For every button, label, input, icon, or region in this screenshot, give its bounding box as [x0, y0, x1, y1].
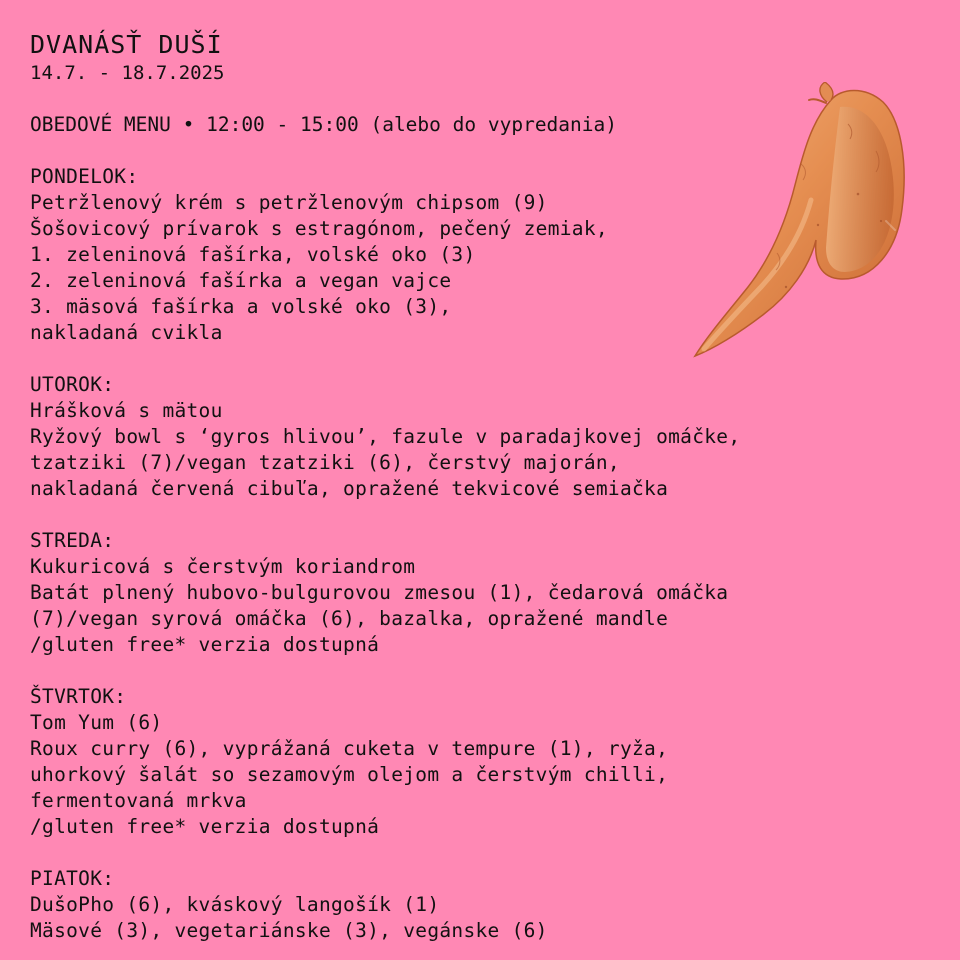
- menu-dates: 14.7. - 18.7.2025: [30, 62, 225, 84]
- day-thursday: [30, 684, 930, 840]
- menu-line: Petržlenový krém s petržlenovým chipsom (9): [30, 191, 548, 214]
- menu-line: Mäsové (3), vegetariánske (3), vegánske (6): [30, 919, 548, 942]
- menu-line: nakladaná cvikla: [30, 321, 223, 344]
- menu-line: nakladaná červená cibuľa, opražené tekvicové semiačka: [30, 477, 669, 500]
- day-friday: [30, 866, 930, 944]
- menu-line: 2. zeleninová fašírka a vegan vajce: [30, 269, 452, 292]
- menu-line: DušoPho (6), kváskový langošík (1): [30, 893, 440, 916]
- day-name: ŠTVRTOK:: [30, 685, 127, 708]
- menu-line: Roux curry (6), vyprážaná cuketa v tempure (1), ryža,: [30, 737, 669, 760]
- sweet-potato-image: [690, 82, 915, 360]
- day-name: STREDA:: [30, 529, 115, 552]
- menu-line: Tom Yum (6): [30, 711, 163, 734]
- menu-line: 1. zeleninová fašírka, volské oko (3): [30, 243, 476, 266]
- menu-line: Batát plnený hubovo-bulgurovou zmesou (1), čedarová omáčka: [30, 581, 729, 604]
- day-tuesday: [30, 372, 930, 502]
- day-name: PONDELOK:: [30, 165, 139, 188]
- menu-line: (7)/vegan syrová omáčka (6), bazalka, opražené mandle: [30, 607, 669, 630]
- restaurant-title: DVANÁSŤ DUŠÍ: [30, 30, 223, 59]
- lunch-hours: OBEDOVÉ MENU • 12:00 - 15:00 (alebo do vypredania): [30, 113, 617, 136]
- menu-line: /gluten free* verzia dostupná: [30, 815, 380, 838]
- menu-line: Šošovicový prívarok s estragónom, pečený zemiak,: [30, 217, 608, 240]
- menu-line: Hrášková s mätou: [30, 399, 223, 422]
- menu-line: Kukuricová s čerstvým koriandrom: [30, 555, 416, 578]
- day-name: UTOROK:: [30, 373, 115, 396]
- menu-line: /gluten free* verzia dostupná: [30, 633, 380, 656]
- menu-line: fermentovaná mrkva: [30, 789, 247, 812]
- menu-line: 3. mäsová fašírka a volské oko (3),: [30, 295, 452, 318]
- menu-line: tzatziki (7)/vegan tzatziki (6), čerstvý majorán,: [30, 451, 620, 474]
- day-name: PIATOK:: [30, 867, 115, 890]
- menu-line: Ryžový bowl s ‘gyros hlivou’, fazule v paradajkovej omáčke,: [30, 425, 741, 448]
- day-wednesday: [30, 528, 930, 658]
- menu-line: uhorkový šalát so sezamovým olejom a čerstvým chilli,: [30, 763, 669, 786]
